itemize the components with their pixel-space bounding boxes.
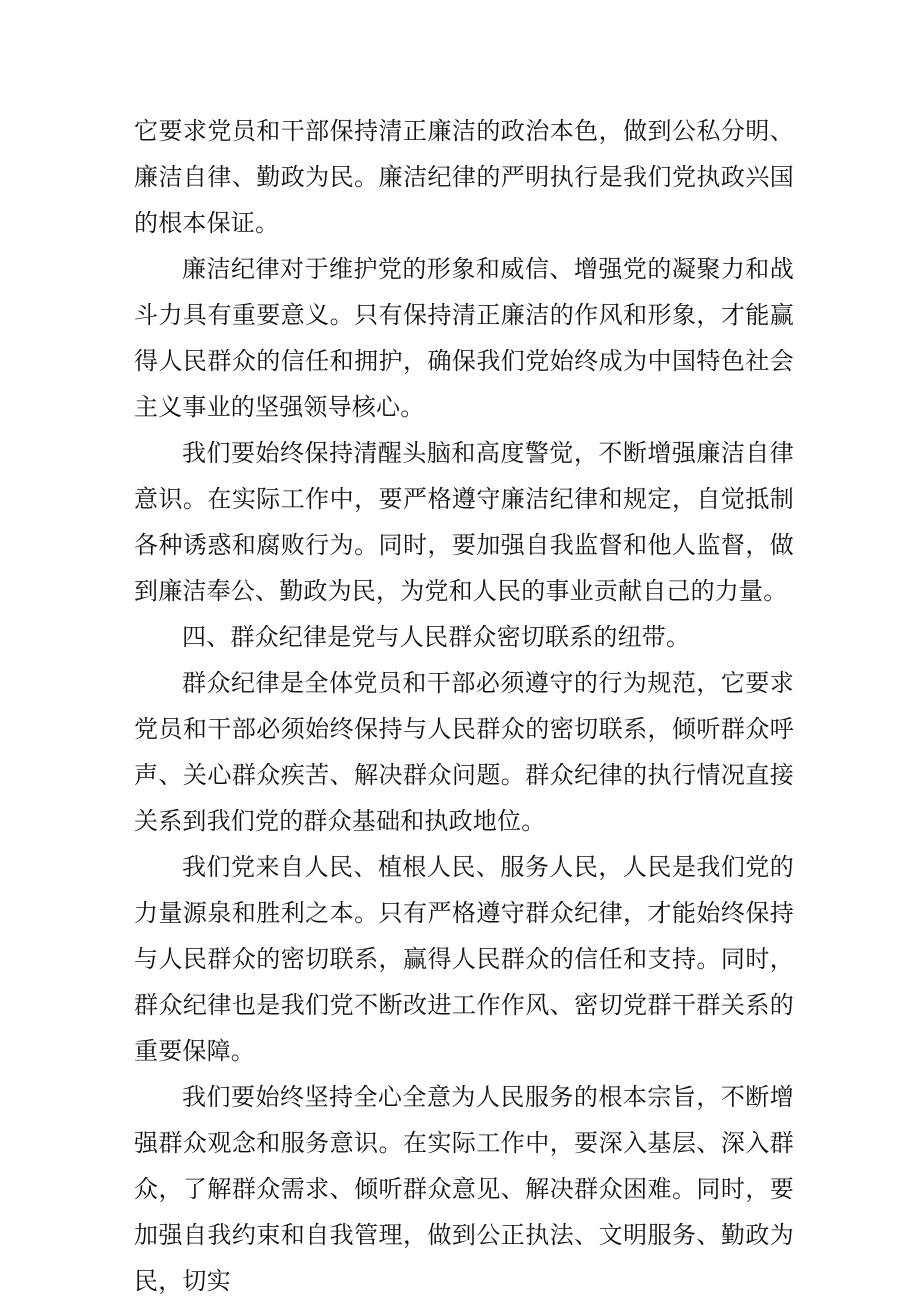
paragraph-3: 我们要始终保持清醒头脑和高度警觉，不断增强廉洁自律意识。在实际工作中，要严格遵守廉洁纪律和规定，自觉抵制各种诱惑和腐败行为。同时，要加强自我监督和他人监督，做到廉洁奉公、勤政为民，为党和人民的事业贡献自己的力量。 [134, 439, 794, 605]
paragraph-6: 我们党来自人民、植根人民、服务人民，人民是我们党的力量源泉和胜利之本。只有严格遵守群众纪律，才能始终保持与人民群众的密切联系，赢得人民群众的信任和支持。同时，群众纪律也是我们党不断改进工作作风、密切党群干群关系的重要保障。 [134, 853, 794, 1065]
paragraph-1: 它要求党员和干部保持清正廉洁的政治本色，做到公私分明、廉洁自律、勤政为民。廉洁纪律的严明执行是我们党执政兴国的根本保证。 [134, 117, 794, 237]
paragraph-2: 廉洁纪律对于维护党的形象和威信、增强党的凝聚力和战斗力具有重要意义。只有保持清正廉洁的作风和形象，才能赢得人民群众的信任和拥护，确保我们党始终成为中国特色社会主义事业的坚强领导核心。 [134, 255, 794, 421]
section-heading-4: 四、群众纪律是党与人民群众密切联系的纽带。 [182, 623, 691, 651]
paragraph-7: 我们要始终坚持全心全意为人民服务的根本宗旨，不断增强群众观念和服务意识。在实际工作中，要深入基层、深入群众，了解群众需求、倾听群众意见、解决群众困难。同时，要加强自我约束和自我管理，做到公正执法、文明服务、勤政为民，切实 [134, 1083, 794, 1295]
document-body [134, 108, 794, 1304]
paragraph-5: 群众纪律是全体党员和干部必须遵守的行为规范，它要求党员和干部必须始终保持与人民群众的密切联系，倾听群众呼声、关心群众疾苦、解决群众问题。群众纪律的执行情况直接关系到我们党的群众基础和执政地位。 [134, 669, 794, 835]
